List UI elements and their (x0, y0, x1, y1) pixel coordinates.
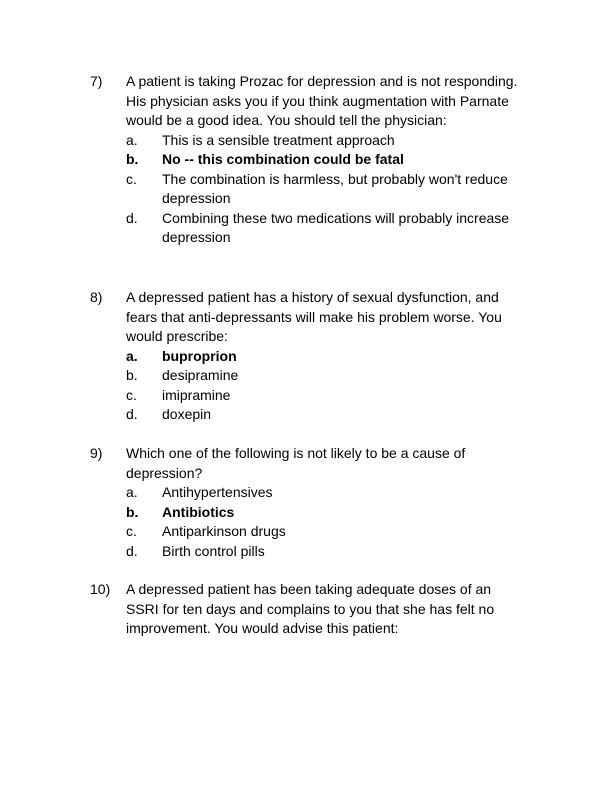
answer-option-a (126, 131, 530, 151)
answer-option-d (126, 542, 530, 562)
question-7 (90, 72, 530, 248)
answer-options (90, 131, 530, 248)
question-9 (90, 444, 530, 561)
option-letter: a. (126, 484, 138, 500)
question-number: 10) (90, 581, 111, 597)
option-text: Birth control pills (162, 542, 265, 559)
option-text: Antiparkinson drugs (162, 523, 286, 539)
option-letter: a. (126, 131, 138, 148)
question-stem: A patient is taking Prozac for depression and is not responding. His physician asks you if you think augmentation with Parnate would be a good idea. You should tell the physician: (126, 73, 518, 128)
question-number: 8) (90, 289, 103, 305)
option-letter: c. (126, 523, 137, 539)
option-letter: b. (126, 367, 138, 383)
answer-option-d (126, 209, 530, 248)
option-text: imipramine (162, 386, 231, 403)
question-stem: A depressed patient has a history of sexual dysfunction, and fears that anti-depressants will make his problem worse. You would prescribe: (126, 289, 502, 344)
answer-option-a-correct (126, 347, 530, 367)
question-8 (90, 288, 530, 425)
option-letter: c. (126, 386, 137, 403)
option-letter: b. (126, 151, 139, 167)
answer-option-c (126, 522, 530, 542)
answer-options (90, 483, 530, 561)
answer-option-c (126, 170, 530, 209)
option-text: Antibiotics (162, 503, 235, 520)
option-text: desipramine (162, 367, 239, 383)
answer-option-b (126, 366, 530, 386)
question-stem: A depressed patient has been taking adequate doses of an SSRI for ten days and complains to you that she has felt no improvement. You would advise this patient: (126, 581, 495, 636)
option-text: doxepin (162, 406, 212, 422)
option-text: Combining these two medications will probably increase depression (162, 209, 510, 245)
answer-option-c (126, 386, 530, 406)
answer-option-d (126, 405, 530, 425)
question-number: 9) (90, 445, 103, 461)
option-letter: d. (126, 209, 138, 226)
option-text: The combination is harmless, but probably won't reduce depression (162, 170, 508, 206)
option-letter: c. (126, 170, 137, 187)
option-letter: b. (126, 503, 139, 520)
option-letter: d. (126, 406, 138, 422)
answer-option-a (126, 483, 530, 503)
question-number: 7) (90, 73, 103, 89)
option-text: Antihypertensives (162, 484, 273, 500)
answer-option-b-correct (126, 503, 530, 523)
answer-options (90, 347, 530, 425)
answer-option-b-correct (126, 150, 530, 170)
question-10 (90, 580, 530, 639)
option-text: This is a sensible treatment approach (162, 131, 395, 148)
option-letter: d. (126, 542, 138, 559)
option-text: buproprion (162, 347, 237, 364)
option-letter: a. (126, 347, 138, 364)
question-stem: Which one of the following is not likely to be a cause of depression? (126, 445, 466, 481)
option-text: No -- this combination could be fatal (162, 151, 404, 167)
